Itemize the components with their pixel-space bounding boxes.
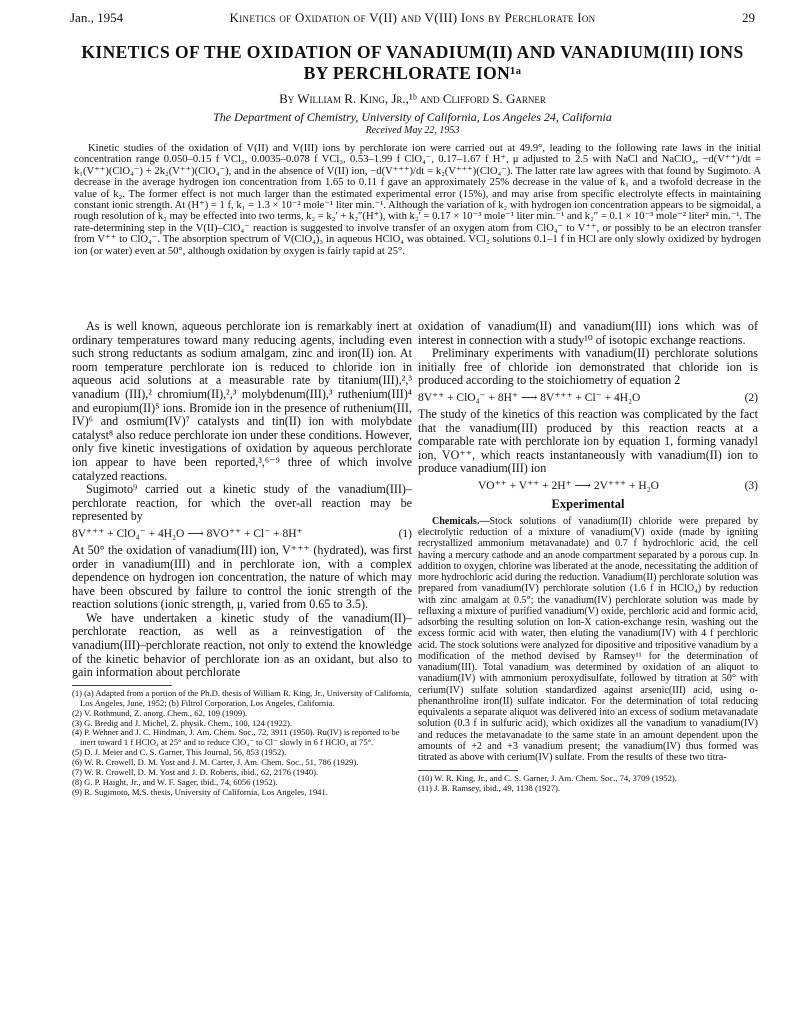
header-date: Jan., 1954 [70,10,124,25]
chemicals-text: Stock solutions of vanadium(II) chloride were prepared by electrolytic reduction of a mixture of vanadium(V) oxide (made by igniting recrystallized ammonium metavanadate) and 0.7 f hydrochloric acid, the cell having a mercury cathode and an anode compartment separated by a porous cup. In addition to oxygen, chlorine was liberated at the anode, necessitating the addition of more hydrochloric acid during the reduction. Vanadium(II) perchlorate solution was prepared from vanadium(IV) perchlorate solution (1.6 f in HClO₄) by reduction with zinc amalgam at 0.5°; the vanadium(IV) perchlorate solution was made by refluxing a mixture of purified vanadium(V) oxide, perchloric acid and formic acid, adsorbing the resulting solution on Ion-X cation-exchange resin, washing out the excess formic acid with water, then eluting the vanadium(IV) with 4 f perchloric acid. The stock solutions were analyzed for dipositive and tripositive vanadium by a modification of the method devised by Ramsey¹¹ for the determination of vanadium(III). Total vanadium was determined by oxidation of an aliquot to vanadium(IV) with ammonium peroxydisulfate, followed by titration at 50° with cerium(IV) sulfate solution standardized against arsenic(III) acid, using o-phenanthroline iron(II) sulfate indicator. For the determination of total reducing equivalents a separate aliquot was delivered into an excess of sodium metavanadate solution (0.3 f in sulfuric acid), which oxidizes all the vanadium to vanadium(IV) and reduces the metavanadate to the same state in an amount dependent upon the amounts of +2 and +3 vanadium present; the vanadium(IV) thus formed was titrated as above with cerium(IV) sulfate. From the results of these two titra- [418,515,758,764]
equation-1-number: (1) [398,527,412,540]
footnote: (6) W. R. Crowell, D. M. Yost and J. M. Carter, J. Am. Chem. Soc., 51, 786 (1929). [72,757,359,768]
equation-2 [418,391,758,405]
footnotes-left [72,689,412,798]
footnote: (4) P. Wehner and J. C. Hindman, J. Am. Chem. Soc., 72, 3911 (1950). Ru(IV) is reported to be inert toward 1 f HClO₄ at 25° and to reduce ClO₄⁻ to Cl⁻ slowly in 6 f HClO₄ at 75°. [72,727,400,748]
footnotes-right [418,774,758,794]
abstract: Kinetic studies of the oxidation of V(II) and V(III) ions by perchlorate ion were carried out at 49.9°, leading to the following rate laws in the initial concentration range 0.050–0.15 f VCl₂, 0.0035–0.078 f VCl₃, 0.53–1.99 f ClO₄⁻, 0.17–1.67 f H⁺, μ adjusted to 2.5 with NaCl and NaClO₄, −d(V⁺⁺)/dt = k₁(V⁺⁺)(ClO₄⁻) + 2k₂(V⁺⁺)(ClO₄⁻), and in the absence of V(II) ion, −d(V⁺⁺⁺)/dt = k₂(V⁺⁺⁺)(ClO₄⁻). The latter rate law agrees with that found by Sugimoto. A decrease in the average hydrogen ion concentration from 1.65 to 0.11 f gave an approximately 25% decrease in the value of k₁ and a twofold decrease in the value of k₂. The former effect is not much larger than the estimated experimental error (15%), and may arise from specific electrolyte effects in maintaining constant ionic strength. At (H⁺) = 1 f, k₁ = 1.3 × 10⁻² mole⁻¹ liter min.⁻¹. Although the variation of k₂ with hydrogen ion concentration appears to be sigmoidal, a rough resolution of k₂ may be effected into two terms, k₂ = k₂′ + k₂″(H⁺), with k₂′ = 0.17 × 10⁻³ mole⁻¹ liter min.⁻¹ and k₂″ = 0.1 × 10⁻³ mole⁻² liter² min.⁻¹. The rate-determining step in the V(II)–ClO₄⁻ reaction is suggested to involve transfer of an oxygen atom from ClO₄⁻ to V⁺⁺, or possibly to be an electron transfer from V⁺⁺ to ClO₄⁻. The absorption spectrum of V(ClO₄)₃ in aqueous HClO₄ was obtained. VCl₂ solutions 0.1–1 f in HCl are only slowly oxidized by hydrogen ion (or water) even at 50°, although oxidation by oxygen is fairly rapid at 25°. [74,143,761,257]
intro-paragraph-3: At 50° the oxidation of vanadium(III) ion, V⁺⁺⁺ (hydrated), was first order in vanadium(III) and in perchlorate ion, with a complex dependence on hydrogen ion concentration, the nature of which may have been obscured by failure to control the ionic strength of the reaction solutions (ionic strength, μ, varied from 0.65 to 3.5). [72,542,412,612]
footnote-rule [418,770,518,771]
received-date: Received May 22, 1953 [365,125,460,136]
intro-paragraph-4: We have undertaken a kinetic study of the vanadium(II)–perchlorate reaction, as well as a reinvestigation of the vanadium(III)–perchlorate reaction, not only to extend the knowledge of the kinetic behavior of perchlorate ion as an oxidant, but also to gain information about perchlorate [72,610,412,680]
header-running-title: Kinetics of Oxidation of V(II) and V(III) Ions by Perchlorate Ion [229,10,596,25]
footnote: (7) W. R. Crowell, D. M. Yost and J. D. Roberts, ibid., 62, 2176 (1940). [72,767,319,778]
article-title: KINETICS OF THE OXIDATION OF VANADIUM(II) AND VANADIUM(III) IONS BY PERCHLORATE ION¹ᵃ [81,42,744,83]
chemicals-block [418,516,758,764]
running-header [70,10,755,28]
footnote: (3) G. Bredig and J. Michel, Z. physik. Chem., 100, 124 (1922). [72,717,293,728]
left-column [72,320,412,798]
intro-paragraph-6: Preliminary experiments with vanadium(II) perchlorate solutions initially free of chloride ion demonstrated that chloride ion is produced according to the stoichiometry of equation 2 [418,346,758,388]
footnote: (9) R. Sugimoto, M.S. thesis, University of California, Los Angeles, 1941. [72,786,328,797]
footnote-rule [72,685,172,686]
chemicals-paragraph [418,516,758,764]
footnote: (11) J. B. Ramsey, ibid., 49, 1138 (1927). [418,783,561,794]
equation-3-number: (3) [744,479,758,492]
right-column [418,320,758,794]
page-number: 29 [742,10,755,25]
chemicals-run-in-head: Chemicals.— [432,515,490,527]
affiliation: The Department of Chemistry, University of California, Los Angeles 24, California [213,110,612,124]
intro-paragraph-5: oxidation of vanadium(II) and vanadium(III) ions which was of interest in connection with a study¹⁰ of isotopic exchange reactions. [418,319,758,347]
equation-1 [72,527,412,541]
equation-3 [418,479,758,493]
equation-3-body: VO⁺⁺ + V⁺⁺ + 2H⁺ ⟶ 2V⁺⁺⁺ + H₂O [478,479,659,492]
equation-2-body: 8V⁺⁺ + ClO₄⁻ + 8H⁺ ⟶ 8V⁺⁺⁺ + Cl⁻ + 4H₂O [418,391,641,404]
footnote: (2) V. Rothmund, Z. anorg. Chem., 62, 109 (1909). [72,707,248,718]
intro-paragraph-7: The study of the kinetics of this reaction was complicated by the fact that the vanadium(III) produced by this reaction reacts at a comparable rate with perchlorate ion by equation 1, forming vanadyl ion, VO⁺⁺, which reacts instantaneously with vanadium(II) ion to produce vanadium(III) ion [418,406,758,476]
footnote: (1) (a) Adapted from a portion of the Ph.D. thesis of William R. King, Jr., University of California, Los Angeles, June, 1952; (b) Filtrol Corporation, Los Angeles, California. [72,687,412,708]
footnote: (10) W. R. King, Jr., and C. S. Garner, J. Am. Chem. Soc., 74, 3709 (1952). [418,773,677,784]
intro-paragraph-2: Sugimoto⁹ carried out a kinetic study of the vanadium(III)–perchlorate reaction, for which the over-all reaction may be represented by [72,482,412,524]
footnote: (5) D. J. Meier and C. S. Garner, This Journal, 56, 853 (1952). [72,747,287,758]
author-line: By William R. King, Jr.,¹ᵇ and Clifford S. Garner [279,91,546,106]
section-heading-experimental: Experimental [551,496,625,511]
intro-paragraph-1: As is well known, aqueous perchlorate ion is remarkably inert at ordinary temperatures toward many reducing agents, including even such strong reductants as sodium amalgam, zinc and iron(II) ion. At room temperature perchlorate ion is reduced to chloride ion in aqueous acid solutions at a measurable rate by titanium(III),²,³ vanadium (III),² chromium(II),²,³ molybdenum(III),³ ruthenium(III)⁴ and europium(II)⁵ ions. Bromide ion in the presence of ruthenium(III, IV)⁶ and osmium(IV)⁷ catalysts and tin(II) ion with molybdate catalyst⁸ also reduce perchlorate ion under these conditions. However, only five kinetic investigations of oxidation by aqueous perchlorate ion appear to have been reported,³,⁶⁻⁹ three of which involve catalyzed reactions. [72,319,412,483]
equation-1-body: 8V⁺⁺⁺ + ClO₄⁻ + 4H₂O ⟶ 8VO⁺⁺ + Cl⁻ + 8H⁺ [72,527,303,540]
equation-2-number: (2) [744,391,758,404]
footnote: (8) G. P. Haight, Jr., and W. F. Sager, ibid., 74, 6056 (1952). [72,777,278,787]
